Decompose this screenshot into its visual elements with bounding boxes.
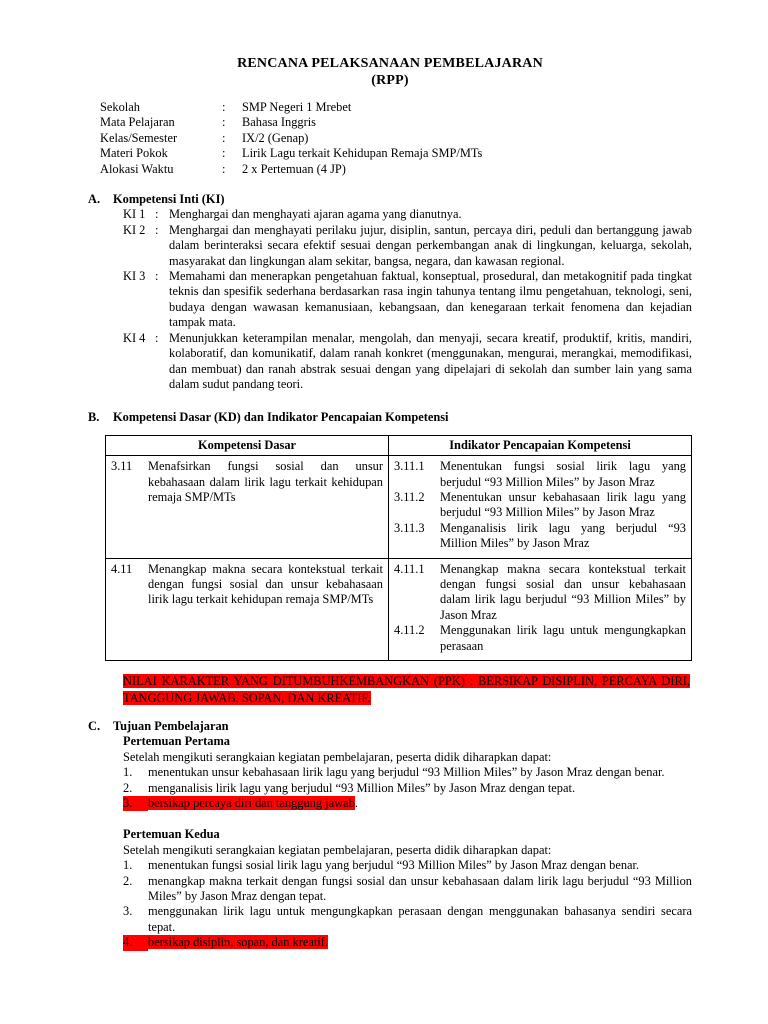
objective-item — [123, 781, 692, 796]
meeting-2-title: Pertemuan Kedua — [123, 827, 220, 842]
section-letter: B. — [88, 410, 100, 425]
meeting-1-title: Pertemuan Pertama — [123, 734, 230, 749]
indicator-entry — [394, 521, 686, 552]
ki-colon: : — [155, 207, 159, 222]
ki-label: KI 4 — [123, 330, 146, 345]
ki-label: KI 1 — [123, 207, 146, 222]
document-content — [88, 56, 692, 951]
meeting-2-intro: Setelah mengikuti serangkaian kegiatan pembelajaran, peserta didik diharapkan dapat: — [123, 842, 552, 857]
section-a-heading — [88, 192, 692, 207]
kd-text: Menangkap makna secara kontekstual terkait dengan fungsi sosial dan unsur kebahasaan lirik lagu terkait kehidupan remaja SMP/MTs — [148, 561, 383, 607]
kd-indicator-table — [105, 435, 692, 661]
meta-colon: : — [222, 146, 226, 161]
meeting-2-objectives — [123, 858, 692, 950]
kd-text: Menafsirkan fungsi sosial dan unsur kebahasaan dalam lirik lagu terkait kehidupan remaja SMP/MTs — [148, 459, 383, 504]
meta-value: Lirik Lagu terkait Kehidupan Remaja SMP/MTs — [242, 146, 483, 161]
objective-text — [148, 935, 692, 950]
indicator-text: Menangkap makna secara kontekstual terkait dengan fungsi sosial dan unsur kebahasaan dalam lirik lagu berjudul “93 Million Miles” by Jason Mraz — [440, 561, 686, 622]
meeting-1-objectives — [123, 765, 692, 811]
meta-label: Mata Pelajaran — [100, 115, 175, 130]
meta-colon: : — [222, 115, 226, 130]
kd-entry — [111, 459, 383, 505]
table-header-row — [106, 435, 692, 455]
ki-item-2 — [123, 223, 692, 269]
indicator-number: 4.11.1 — [394, 561, 425, 576]
objective-number: 2. — [123, 780, 133, 795]
metadata-block — [100, 100, 692, 177]
table-header-kompetensi-dasar: Kompetensi Dasar — [106, 435, 389, 455]
objective-number: 1. — [123, 858, 133, 873]
section-letter: C. — [88, 719, 101, 733]
indicator-number: 4.11.2 — [394, 623, 425, 638]
objective-text: menangkap makna terkait dengan fungsi sosial dan unsur kebahasaan dalam lirik lagu berjudul “93 Million Miles” by Jason Mraz dengan tepat. — [148, 873, 692, 904]
objective-item — [123, 858, 692, 873]
indicator-text: Menentukan unsur kebahasaan lirik lagu yang berjudul “93 Million Miles” by Jason Mraz — [440, 489, 686, 520]
objective-number: 1. — [123, 765, 133, 780]
ki-item-4 — [123, 331, 692, 393]
objective-number: 3. — [123, 904, 133, 919]
objective-number: 4. — [123, 935, 148, 950]
section-heading-text: Kompetensi Inti (KI) — [113, 192, 225, 207]
section-a — [88, 192, 692, 392]
meta-value: IX/2 (Genap) — [242, 130, 309, 145]
meeting-2 — [88, 827, 692, 950]
highlighted-text: bersikap percaya diri dan tanggung jawab — [148, 796, 355, 811]
indicator-number: 3.11.2 — [394, 489, 425, 504]
kd-cell-3-11 — [106, 456, 389, 558]
meta-colon: : — [222, 100, 226, 114]
objective-number: 3. — [123, 796, 148, 811]
objective-item — [123, 765, 692, 780]
indicator-entry — [394, 459, 686, 490]
ki-label: KI 2 — [123, 222, 146, 237]
meta-row-kelas-semester — [100, 131, 692, 146]
section-heading-text: Tujuan Pembelajaran — [113, 719, 229, 733]
meta-value: 2 x Pertemuan (4 JP) — [242, 161, 346, 176]
kd-entry — [111, 562, 383, 608]
section-letter: A. — [88, 192, 101, 207]
objective-item-highlighted — [123, 935, 692, 950]
ki-item-1 — [123, 207, 692, 222]
document-title — [88, 56, 692, 89]
objective-text: menggunakan lirik lagu untuk mengungkapkan perasaan dengan menggunakan bahasanya sendiri secara tepat. — [148, 904, 692, 934]
meta-row-sekolah — [100, 100, 692, 115]
meeting-1-intro: Setelah mengikuti serangkaian kegiatan pembelajaran, peserta didik diharapkan dapat: — [123, 749, 552, 764]
ki-colon: : — [155, 330, 159, 345]
meta-value: Bahasa Inggris — [242, 115, 316, 130]
objective-text: menentukan fungsi sosial lirik lagu yang berjudul “93 Million Miles” by Jason Mraz dengan benar. — [148, 858, 640, 873]
ki-label: KI 3 — [123, 269, 146, 284]
indicator-cell-3-11 — [389, 456, 692, 558]
objective-text: menentukan unsur kebahasaan lirik lagu yang berjudul “93 Million Miles” by Jason Mraz dengan benar. — [148, 765, 665, 780]
ki-list — [123, 207, 692, 392]
table-row-4-11 — [106, 558, 692, 660]
objective-item — [123, 874, 692, 905]
title-line-1: RENCANA PELAKSANAAN PEMBELAJARAN — [237, 56, 543, 71]
indicator-entry — [394, 562, 686, 624]
objective-text — [148, 796, 692, 811]
ki-text: Menghargai dan menghayati perilaku jujur, disiplin, santun, percaya diri, peduli dan bertanggung jawab dalam berinteraksi secara efektif sesuai dengan perkembangan anak di lingkungan, keluarga, sekolah, masyarakat dan lingkungan alam sekitar, bangsa, negara, dan kawasan regional. — [169, 222, 692, 268]
section-b-heading — [88, 410, 692, 425]
kd-number: 4.11 — [111, 561, 133, 576]
section-c — [88, 719, 692, 951]
meeting-1 — [88, 734, 692, 811]
table-row-3-11 — [106, 456, 692, 558]
table-header-indikator: Indikator Pencapaian Kompetensi — [389, 435, 692, 455]
ki-text: Memahami dan menerapkan pengetahuan faktual, konseptual, prosedural, dan metakognitif pada tingkat teknis dan spesifik sederhana berdasarkan rasa ingin tahunya tentang ilmu pengetahuan, teknologi, seni, budaya dengan wawasan kemanusiaan, kebangsaan, dan kenegaraan terkait fenomena dan kejadian tampak mata. — [169, 269, 692, 330]
ppk-note — [123, 673, 690, 706]
indicator-text: Menentukan fungsi sosial lirik lagu yang berjudul “93 Million Miles” by Jason Mraz — [440, 459, 686, 489]
meta-label: Materi Pokok — [100, 146, 168, 161]
title-line-2: (RPP) — [371, 72, 409, 88]
indicator-cell-4-11 — [389, 558, 692, 660]
section-heading-text: Kompetensi Dasar (KD) dan Indikator Pencapaian Kompetensi — [113, 410, 449, 425]
indicator-entry — [394, 623, 686, 654]
ppk-highlighted-text: NILAI KARAKTER YANG DITUMBUHKEMBANGKAN (PPK) : BERSIKAP DISIPLIN, PERCAYA DIRI, TANGGUNG JAWAB, SOPAN, DAN KREATIF. — [123, 674, 690, 705]
ki-colon: : — [155, 269, 159, 284]
indicator-entry — [394, 490, 686, 521]
highlighted-text: bersikap disiplin, sopan, dan kreatif. — [148, 935, 328, 950]
indicator-number: 3.11.3 — [394, 520, 425, 535]
meta-value: SMP Negeri 1 Mrebet — [242, 100, 352, 114]
objective-item — [123, 904, 692, 935]
objective-item-highlighted — [123, 796, 692, 811]
kd-cell-4-11 — [106, 558, 389, 660]
indicator-text: Menggunakan lirik lagu untuk mengungkapkan perasaan — [440, 623, 686, 653]
section-c-heading — [88, 719, 692, 734]
meta-colon: : — [222, 130, 226, 145]
indicator-number: 3.11.1 — [394, 459, 425, 474]
section-b — [88, 410, 692, 706]
meta-row-materi-pokok — [100, 146, 692, 161]
meta-row-alokasi-waktu — [100, 162, 692, 177]
meta-label: Alokasi Waktu — [100, 161, 174, 176]
ki-text: Menghargai dan menghayati ajaran agama yang dianutnya. — [169, 207, 462, 222]
meta-row-mata-pelajaran — [100, 115, 692, 130]
objective-text: menganalisis lirik lagu yang berjudul “93 Million Miles” by Jason Mraz dengan tepat. — [148, 780, 576, 795]
ki-text: Menunjukkan keterampilan menalar, mengolah, dan menyaji, secara kreatif, produktif, kritis, mandiri, kolaboratif, dan komunikatif, dalam ranah konkret (menggunakan, mengurai, merangkai, memodifikasi, dan membuat) dan ranah abstrak sesuai dengan yang dipelajari di sekolah dan sumber lain yang sama dalam sudut pandang teori. — [169, 330, 692, 391]
indicator-text: Menganalisis lirik lagu yang berjudul “93 Million Miles” by Jason Mraz — [440, 520, 686, 551]
kd-number: 3.11 — [111, 459, 133, 474]
meta-colon: : — [222, 161, 226, 176]
objective-number: 2. — [123, 873, 133, 888]
meta-label: Kelas/Semester — [100, 130, 178, 145]
meta-label: Sekolah — [100, 100, 140, 114]
ki-item-3 — [123, 269, 692, 331]
highlight-suffix: . — [354, 796, 358, 811]
ki-colon: : — [155, 222, 159, 237]
